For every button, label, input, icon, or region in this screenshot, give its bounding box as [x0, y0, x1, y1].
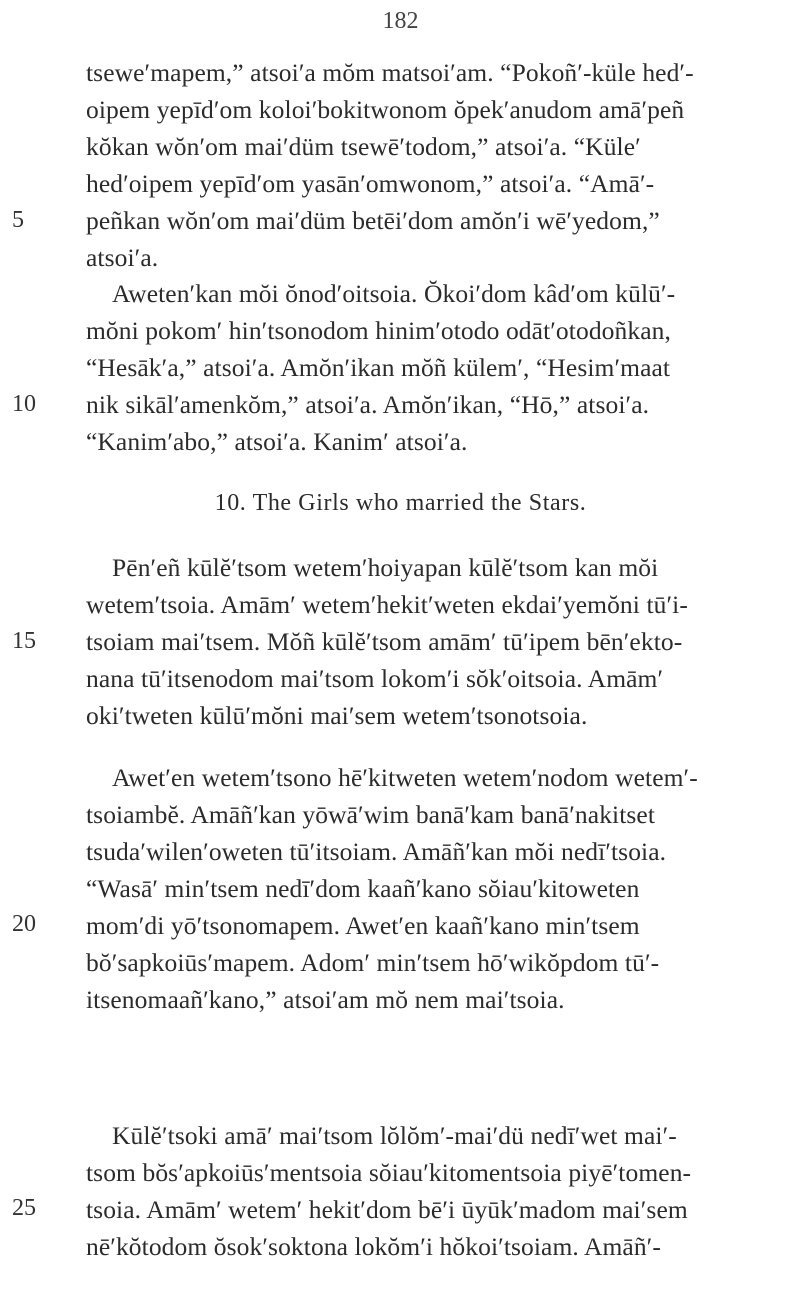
section-heading: 10. The Girls who married the Stars.	[214, 490, 587, 516]
text-line: “Wasā′ min′tsem nedī′dom kaañ′kano sŏiau′kitoweten	[86, 874, 640, 903]
text-line: tsewe′mapem,” atsoi′a mŏm matsoi′am. “Pokoñ′-küle hed′-	[86, 58, 694, 87]
line-number: 15	[12, 628, 36, 654]
text-line: wetem′tsoia. Amām′ wetem′hekit′weten ekdai′yemŏni tū′i-	[86, 590, 688, 619]
text-line: bŏ′sapkoiūs′mapem. Adom′ min′tsem hō′wikŏpdom tū′-	[86, 948, 660, 977]
text-line: oki′tweten kūlū′mŏni mai′sem wetem′tsonotsoia.	[86, 701, 588, 730]
text-line: tsoiam mai′tsem. Mŏñ kūlĕ′tsom amām′ tū′ipem bēn′ekto-	[86, 627, 683, 656]
line-number: 5	[12, 207, 24, 233]
text-line: hed′oipem yepīd′om yasān′omwonom,” atsoi′a. “Amā′-	[86, 169, 655, 198]
text-line: atsoi′a.	[86, 243, 159, 272]
text-line: nē′kŏtodom ŏsok′soktona lokŏm′i hŏkoi′tsoiam. Amāñ′-	[86, 1232, 661, 1261]
page-number: 182	[382, 8, 419, 34]
text-line: Aweten′kan mŏi ŏnod′oitsoia. Ŏkoi′dom kâd′om kūlū′-	[112, 279, 676, 308]
text-line: mom′di yō′tsonomapem. Awet′en kaañ′kano min′tsem	[86, 911, 640, 940]
text-line: tsoiambĕ. Amāñ′kan yōwā′wim banā′kam banā′nakitset	[86, 800, 656, 829]
text-line: mŏni pokom′ hin′tsonodom hinim′otodo odāt′otodoñkan,	[86, 316, 671, 345]
text-line: tsom bŏs′apkoiūs′mentsoia sŏiau′kitomentsoia piyē′tomen-	[86, 1158, 692, 1187]
text-line: tsoia. Amām′ wetem′ hekit′dom bē′i ūyūk′madom mai′sem	[86, 1195, 688, 1224]
text-line: oipem yepīd′om koloi′bokitwonom ŏpek′anudom amā′peñ	[86, 95, 685, 124]
line-number: 25	[12, 1195, 36, 1221]
line-number: 10	[12, 391, 36, 417]
text-line: itsenomaañ′kano,” atsoi′am mŏ nem mai′tsoia.	[86, 985, 565, 1014]
text-line: “Kanim′abo,” atsoi′a. Kanim′ atsoi′a.	[86, 427, 468, 456]
text-line: tsuda′wilen′oweten tū′itsoiam. Amāñ′kan mŏi nedī′tsoia.	[86, 837, 667, 866]
text-line: nana tū′itsenodom mai′tsom lokom′i sŏk′oitsoia. Amām′	[86, 664, 664, 693]
text-line: “Hesāk′a,” atsoi′a. Amŏn′ikan mŏñ külem′, “Hesim′maat	[86, 353, 671, 382]
text-line: kŏkan wŏn′om mai′düm tsewē′todom,” atsoi′a. “Küle′	[86, 132, 641, 161]
text-line: peñkan wŏn′om mai′düm betēi′dom amŏn′i wē′yedom,”	[86, 206, 660, 235]
text-line: Kūlĕ′tsoki amā′ mai′tsom lŏlŏm′-mai′dü nedī′wet mai′-	[112, 1121, 677, 1150]
line-number: 20	[12, 911, 36, 937]
text-line: nik sikāl′amenkŏm,” atsoi′a. Amŏn′ikan, “Hō,” atsoi′a.	[86, 390, 650, 419]
text-line: Awet′en wetem′tsono hē′kitweten wetem′nodom wetem′-	[112, 763, 698, 792]
text-line: Pēn′eñ kūlĕ′tsom wetem′hoiyapan kūlĕ′tsom kan mŏi	[112, 553, 659, 582]
